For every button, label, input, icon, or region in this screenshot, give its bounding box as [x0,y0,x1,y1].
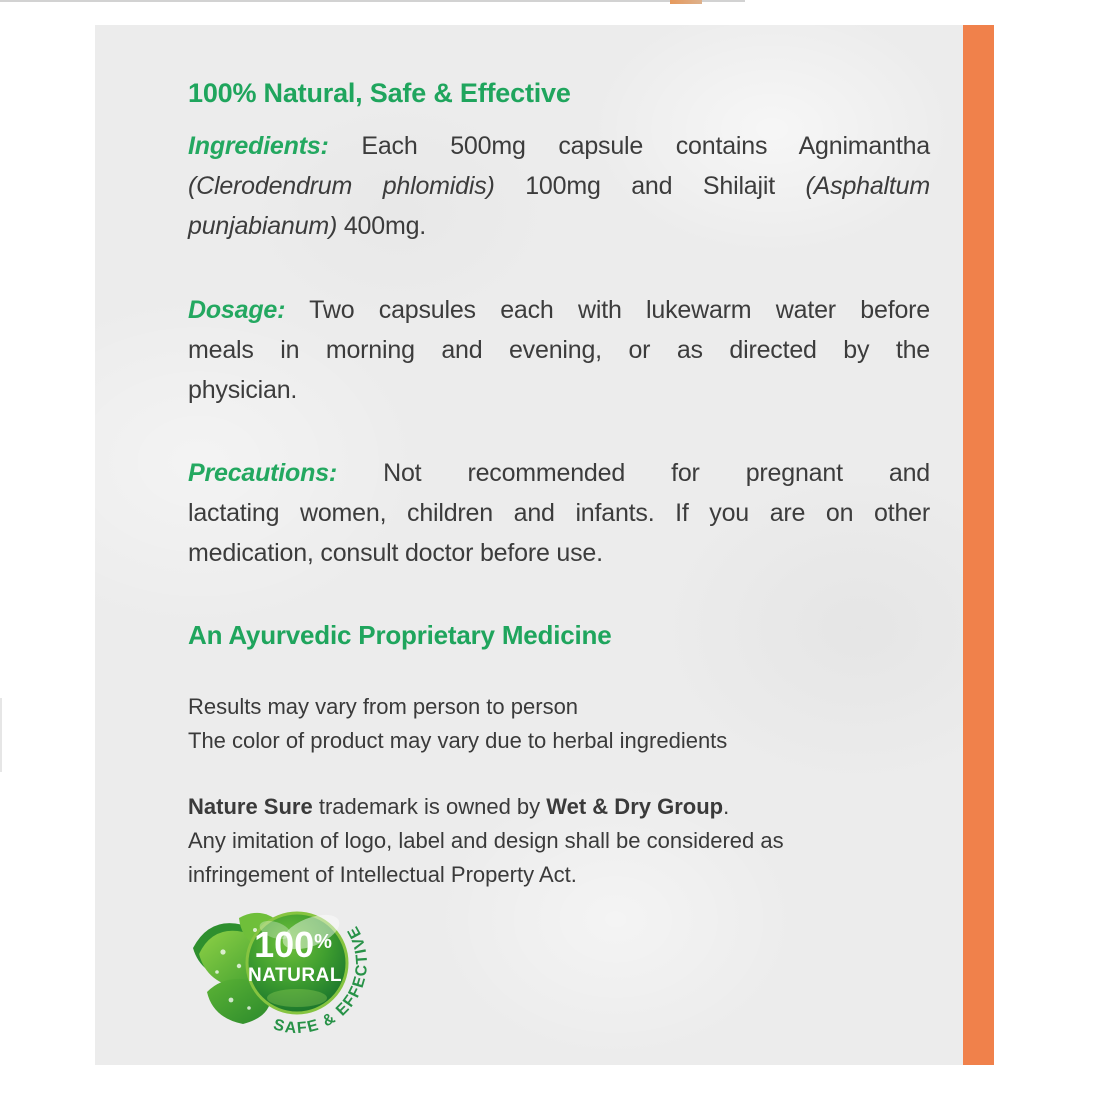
text-segment: Each 500mg capsule contains Agnimantha [328,132,930,160]
text-segment: punjabianum) [188,212,338,240]
text-segment: Dosage: [188,296,286,324]
precautions-paragraph [188,453,930,573]
text-segment: (Clerodendrum phlomidis) [188,172,495,200]
trademark-line-3 [188,858,930,892]
text-segment: Wet & Dry Group [546,794,724,819]
dosage-line-2 [188,330,930,370]
text-segment: Not recommended for pregnant and [337,459,930,487]
text-segment: Ingredients: [188,132,329,160]
text-segment: Nature Sure [188,794,313,819]
text-segment: physician. [188,376,298,404]
text-segment: medication, consult doctor before use. [188,539,603,567]
disclaimer-notes [188,690,930,758]
precautions-line-3 [188,533,930,573]
text-segment: 400mg. [337,212,427,240]
heading-ayurvedic-proprietary-medicine: An Ayurvedic Proprietary Medicine [188,620,612,650]
ingredients-line-2 [188,166,930,206]
dosage-line-1 [188,290,930,330]
text-segment: infringement of Intellectual Property Act. [188,862,577,887]
badge-arc-text: SAFE & EFFECTIVE [271,922,372,1038]
trademark-line-2 [188,824,930,858]
text-segment: (Asphaltum [805,172,930,200]
note-results-vary: Results may vary from person to person [188,694,579,719]
badge-bottom-glow [267,989,327,1007]
badge-label-text: NATURAL [248,965,342,986]
dosage-paragraph [188,290,930,410]
ingredients-paragraph [188,126,930,246]
ingredients-line-3 [188,206,930,246]
text-segment: . [723,794,730,819]
trademark-notice [188,790,930,892]
ingredients-line-1 [188,126,930,166]
note-color-vary: The color of product may vary due to herbal ingredients [188,728,728,753]
text-segment: trademark is owned by [312,794,547,819]
heading-natural-safe-effective: 100% Natural, Safe & Effective [188,78,571,108]
orange-side-stripe [963,25,994,1065]
text-segment: Two capsules each with lukewarm water before [285,296,930,324]
precautions-line-1 [188,453,930,493]
text-segment: Precautions: [188,459,338,487]
badge-value-text: 100% [254,924,332,965]
natural-badge [183,896,408,1061]
top-orange-mark [670,0,702,4]
left-edge-tick [0,698,2,772]
top-hairline [0,0,745,2]
text-segment: Any imitation of logo, label and design shall be considered as [188,828,784,853]
text-segment: lactating women, children and infants. If you are on other [188,499,930,527]
text-segment: 100mg and Shilajit [494,172,806,200]
dosage-line-3 [188,370,930,410]
trademark-line-1 [188,790,930,824]
text-segment: meals in morning and evening, or as directed by the [188,336,930,364]
precautions-line-2 [188,493,930,533]
